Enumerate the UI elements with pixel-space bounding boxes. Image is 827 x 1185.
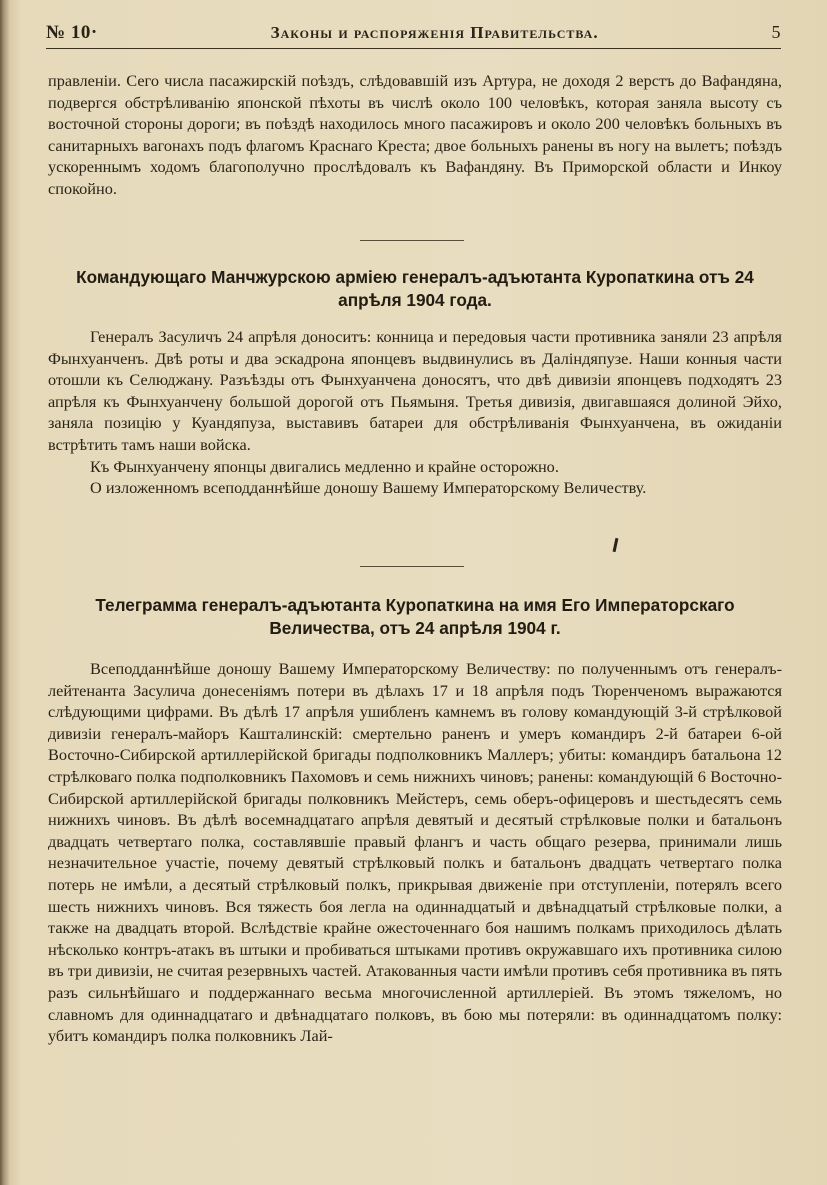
separator-rule [360,240,464,241]
section-1-paragraph: правленіи. Сего числа пасажирскій поѣздъ, слѣдовавшій изъ Артура, не доходя 2 верстъ до Вафандяна, подвергся обстрѣливанію японской пѣхоты въ числѣ около 100 человѣкъ, которая заняла высоту съ восточной стороны дороги; въ поѣздѣ находилось много пасажировъ и около 200 человѣкъ больныхъ въ санитарныхъ вагонахъ подъ флагомъ Краснаго Креста; двое больныхъ ранены въ ногу на вылетъ; поѣздъ ускореннымъ ходомъ благополучно прослѣдовалъ къ Вафандяну. Въ Приморской области и Инкоу спокойно. [48,71,782,198]
section-3-heading: Телеграмма генералъ-адъютанта Куропаткина на имя Его Императорскаго Величества, отъ 24 апрѣля 1904 г. [95,595,735,638]
running-title: Законы и распоряженія Правительства. [270,23,599,42]
issue-number: № 10· [46,22,98,43]
page-number: 5 [771,22,781,42]
pen-mark [613,538,619,552]
section-1-text [48,70,782,200]
section-2-text [48,326,782,499]
section-3-paragraph: Всеподданнѣйше доношу Вашему Императорскому Величеству: по полученнымъ отъ генералъ-лейтенанта Засулича донесеніямъ потери въ дѣлахъ 17 и 18 апрѣля подъ Тюренченомъ выражаются слѣдующими цифрами. Въ дѣлѣ 17 апрѣля ушибленъ камнемъ въ голову командующій 3-й стрѣлковой дивизіи генералъ-майоръ Кашталинскій: смертельно раненъ и умеръ командиръ 2-й батареи 6-ой Восточно-Сибирской артиллерійской бригады подполковникъ Маллеръ; убиты: командиръ батальона 12 стрѣлковаго полка подполковникъ Пахомовъ и семь нижнихъ чиновъ; ранены: командующій 6 Восточно-Сибирской артиллерійской бригады полковникъ Мейстеръ, семь оберъ-офицеровъ и шестьдесятъ семь нижнихъ чиновъ. Въ дѣлѣ восемнадцатаго апрѣля девятый и десятый стрѣлковые полки и батальонъ двадцать четвертаго полка, составлявшіе правый флангъ и часть общаго резерва, принимали лишь незначительное участіе, почему девятый стрѣлковый полкъ и батальонъ двадцать четвертаго полка потерь не имѣли, а десятый стрѣлковый полкъ, прикрывая движеніе при отступленіи, потерялъ всего шесть нижнихъ чиновъ. Вся тяжесть боя легла на одиннадцатый и двѣнадцатый стрѣлковые полки, а также на двадцать второй. Вслѣдствіе крайне ожесточеннаго боя нашимъ полкамъ приходилось дѣлать нѣсколько контръ-атакъ въ штыки и пробиваться штыками противъ окружавшаго ихъ противника силою въ три дивизіи, не считая резервныхъ частей. Атакованныя части имѣли противъ себя противника въ пять разъ сильнѣйшаго и поддержаннаго весьма многочисленной артиллеріей. Въ этомъ тяжеломъ, но славномъ для одиннадцатаго и двѣнадцатаго полковъ, въ бою мы потеряли: въ одиннадцатомъ полку: убитъ командиръ полка полковникъ Лай- [48,659,782,1046]
section-2-paragraph-3: О изложенномъ всеподданнѣйше доношу Вашему Императорскому Величеству. [90,478,647,498]
section-3-text [48,658,782,1047]
header-rule [46,48,781,49]
section-2-paragraph-1: Генералъ Засуличъ 24 апрѣля доноситъ: конница и передовыя части противника заняли 23 апрѣля Фынхуанченъ. Двѣ роты и два эскадрона японцевъ выдвинулись въ Далiндяпузе. Наши конныя части отошли къ Селюджану. Разъѣзды отъ Фынхуанчена доносятъ, что двѣ дивизіи японцевъ подходятъ 23 апрѣля къ Фынхуанчену большой дорогой отъ Пьямыня. Третья дивизія, двигавшаяся долиной Эйхо, заняла позицію у Куандяпуза, выставивъ батареи для обстрѣливанія Фынхуанчена, въ ожиданіи встрѣтить тамъ наши войска. [48,327,782,454]
running-header [46,22,781,48]
section-2-heading: Командующаго Манчжурскою арміею генералъ-адъютанта Куропаткина отъ 24 апрѣля 1904 года. [76,267,754,310]
section-2-paragraph-2: Къ Фынхуанчену японцы двигались медленно и крайне осторожно. [90,456,559,476]
separator-rule [360,566,464,567]
